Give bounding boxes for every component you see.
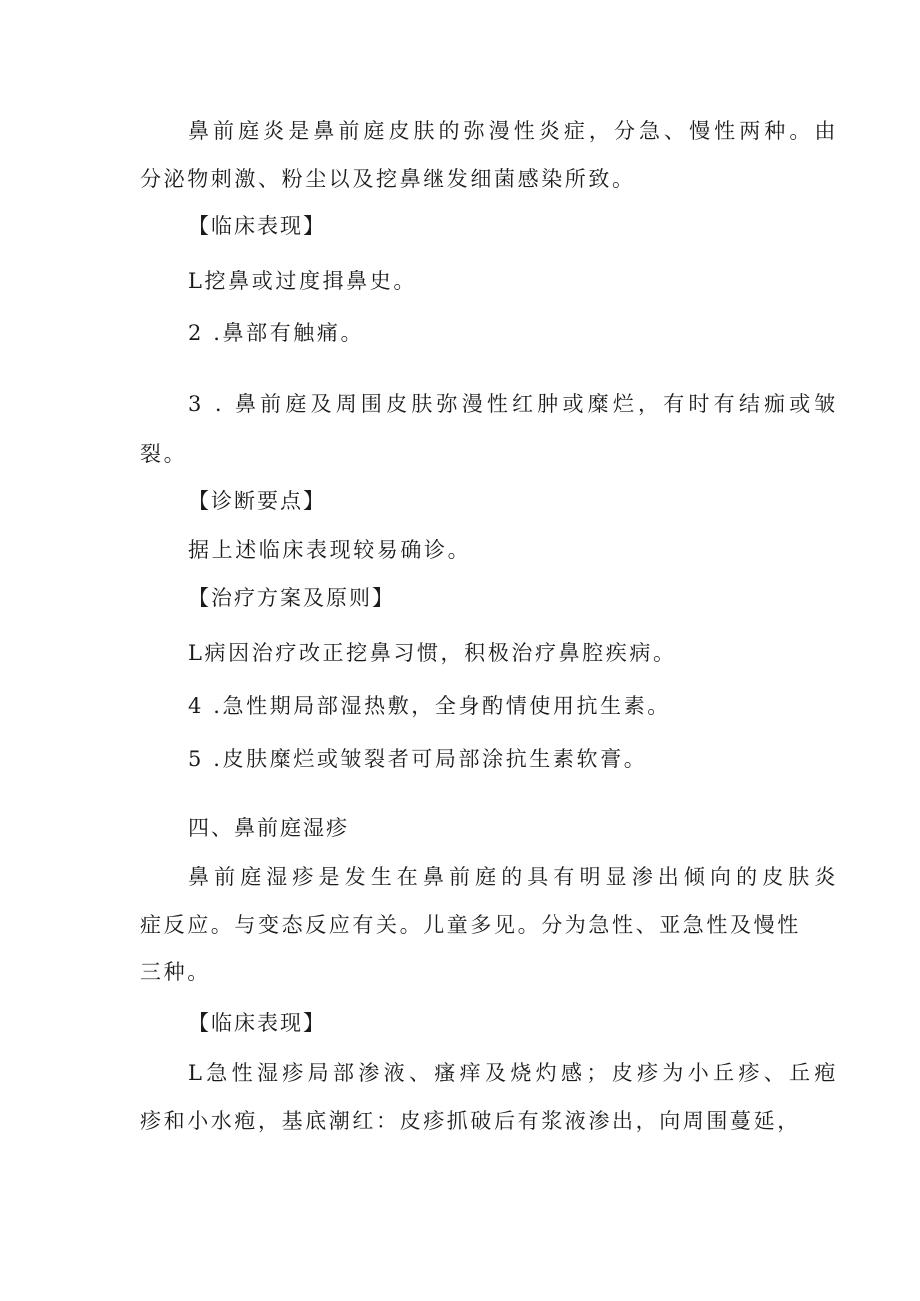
treatment-item-3: 5 .皮肤糜烂或皱裂者可局部涂抗生素软膏。	[188, 747, 648, 771]
list-item-2: 2 .鼻部有触痛。	[188, 321, 365, 345]
eczema-item-1-line-1: L急性湿疹局部渗液、瘙痒及烧灼感；皮疹为小丘疹、丘疱	[188, 1061, 838, 1085]
eczema-paragraph-line-1: 鼻前庭湿疹是发生在鼻前庭的具有明显渗出倾向的皮肤炎	[188, 865, 838, 889]
list-item-3-line-2: 裂。	[140, 442, 188, 466]
paragraph-intro-line-2: 分泌物刺激、粉尘以及挖鼻继发细菌感染所致。	[140, 167, 636, 191]
list-item-3-line-1: 3 . 鼻前庭及周围皮肤弥漫性红肿或糜烂，有时有结痂或皱	[188, 392, 838, 416]
section-heading-clinical: 【临床表现】	[188, 214, 326, 238]
section-heading-eczema: 四、鼻前庭湿疹	[188, 816, 349, 840]
eczema-paragraph-line-2: 症反应。与变态反应有关。儿童多见。分为急性、亚急性及慢性	[140, 913, 801, 937]
list-item-1: L挖鼻或过度揖鼻史。	[188, 269, 417, 293]
diagnosis-text: 据上述临床表现较易确诊。	[188, 538, 472, 562]
eczema-item-1-line-2: 疹和小水疱，基底潮红：皮疹抓破后有浆液渗出，向周围蔓延，	[140, 1109, 801, 1133]
treatment-item-1: L病因治疗改正挖鼻习惯，积极治疗鼻腔疾病。	[188, 641, 677, 665]
eczema-paragraph-line-3: 三种。	[140, 960, 211, 984]
section-heading-treatment: 【治疗方案及原则】	[188, 586, 395, 610]
paragraph-intro-line-1: 鼻前庭炎是鼻前庭皮肤的弥漫性炎症，分急、慢性两种。由	[188, 119, 838, 143]
section-heading-clinical-2: 【临床表现】	[188, 1011, 326, 1035]
treatment-item-2: 4 .急性期局部湿热敷，全身酌情使用抗生素。	[188, 694, 671, 718]
section-heading-diagnosis: 【诊断要点】	[188, 489, 326, 513]
